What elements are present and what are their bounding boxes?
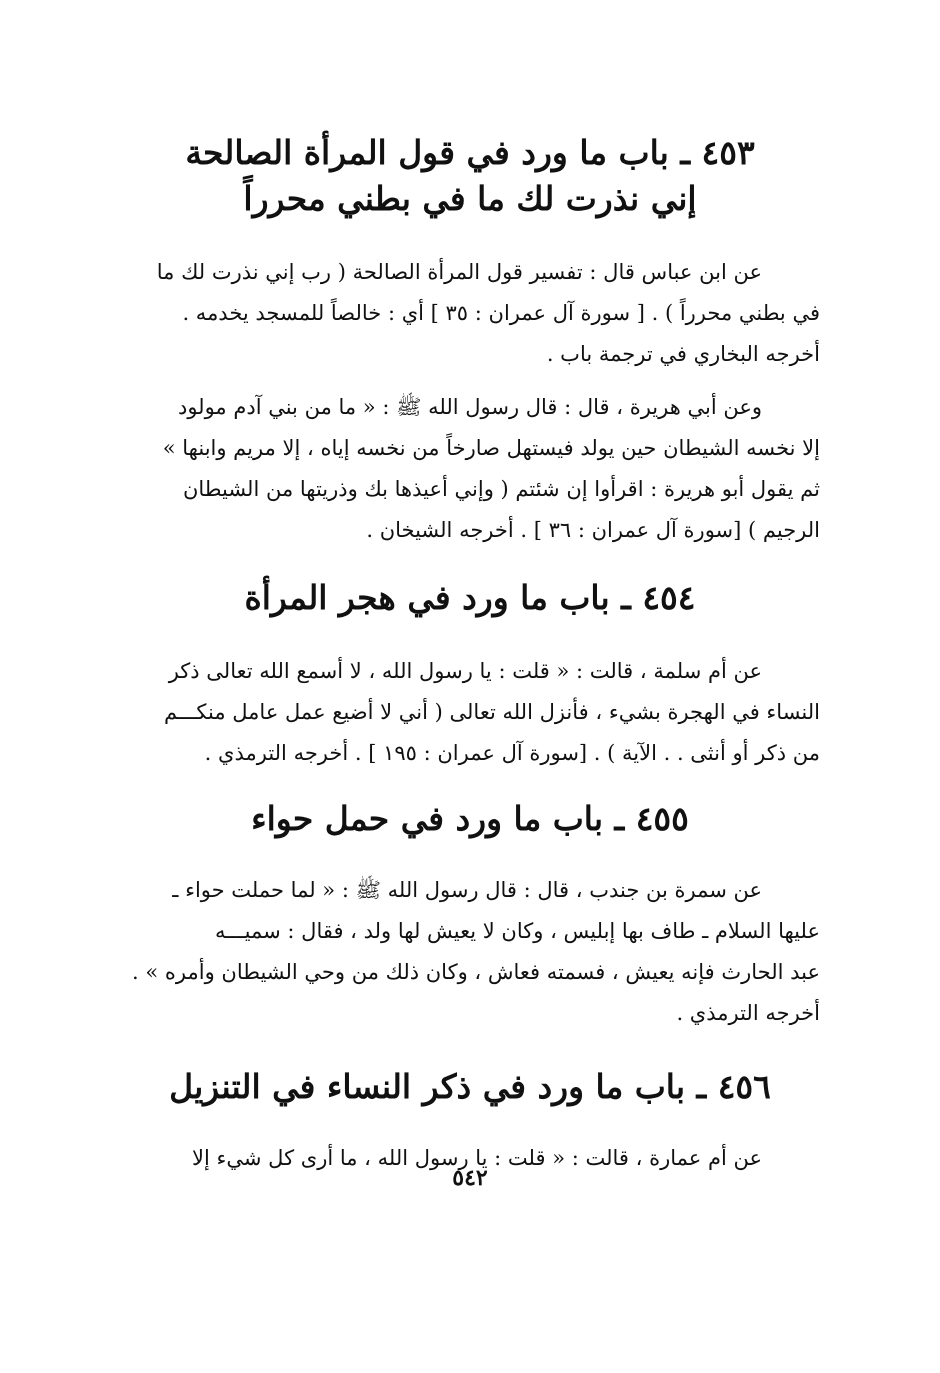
text-line: من ذكر أو أنثى . . الآية ) . [سورة آل عمران : ١٩٥ ] . أخرجه الترمذي . xyxy=(204,741,820,765)
heading-line: ٤٥٣ ـ باب ما ورد في قول المرأة الصالحة xyxy=(185,133,755,172)
text-line: عبد الحارث فإنه يعيش ، فسمته فعاش ، وكان ذلك من وحي الشيطان وأمره » . xyxy=(132,960,820,984)
text-line: وعن أبي هريرة ، قال : قال رسول الله ﷺ : « ما من بني آدم مولود xyxy=(177,395,762,419)
text-line: أخرجه الترمذي . xyxy=(676,1001,820,1025)
text-line: عن أم سلمة ، قالت : « قلت : يا رسول الله ، لا أسمع الله تعالى ذكر xyxy=(168,659,762,683)
text-line: إلا نخسه الشيطان حين يولد فيستهل صارخاً من نخسه إياه ، إلا مريم وابنها » xyxy=(162,436,820,460)
text-line: ثم يقول أبو هريرة : اقرأوا إن شئتم ( وإني أعيذها بك وذريتها من الشيطان xyxy=(182,477,820,501)
heading-line: إني نذرت لك ما في بطني محرراً xyxy=(243,179,697,218)
text-line: الرجيم ) [سورة آل عمران : ٣٦ ] . أخرجه الشيخان . xyxy=(366,518,820,542)
text-line: عن ابن عباس قال : تفسير قول المرأة الصالحة ( رب إني نذرت لك ما xyxy=(156,260,762,284)
heading-line: ٤٥٤ ـ باب ما ورد في هجر المرأة xyxy=(244,578,696,617)
page-number: ٥٤٢ xyxy=(452,1165,488,1191)
text-line: عن أم عمارة ، قالت : « قلت : يا رسول الله ، ما أرى كل شيء إلا xyxy=(192,1146,762,1170)
section-456 xyxy=(120,1064,820,1179)
chapter-heading xyxy=(120,1064,820,1110)
text-line: عليها السلام ـ طاف بها إبليس ، وكان لا يعيش لها ولد ، فقال : سميـــه xyxy=(214,919,820,943)
hadith-paragraph xyxy=(120,387,820,551)
text-line: النساء في الهجرة بشيء ، فأنزل الله تعالى ( أني لا أضيع عمل عامل منكـــم xyxy=(163,700,820,724)
section-453 xyxy=(120,130,820,551)
chapter-heading xyxy=(120,796,820,842)
section-455 xyxy=(120,796,820,1034)
text-line: في بطني محرراً ) . [ سورة آل عمران : ٣٥ ] أي : خالصاً للمسجد يخدمه . xyxy=(182,301,820,325)
heading-line: ٤٥٦ ـ باب ما ورد في ذكر النساء في التنزيل xyxy=(169,1067,771,1106)
chapter-heading xyxy=(120,575,820,621)
section-454 xyxy=(120,575,820,774)
chapter-heading xyxy=(120,130,820,222)
hadith-paragraph xyxy=(120,252,820,375)
hadith-paragraph xyxy=(120,870,820,1034)
hadith-paragraph xyxy=(120,651,820,774)
text-line: أخرجه البخاري في ترجمة باب . xyxy=(546,342,820,366)
text-line: عن سمرة بن جندب ، قال : قال رسول الله ﷺ : « لما حملت حواء ـ xyxy=(172,878,762,902)
heading-line: ٤٥٥ ـ باب ما ورد في حمل حواء xyxy=(251,799,689,838)
